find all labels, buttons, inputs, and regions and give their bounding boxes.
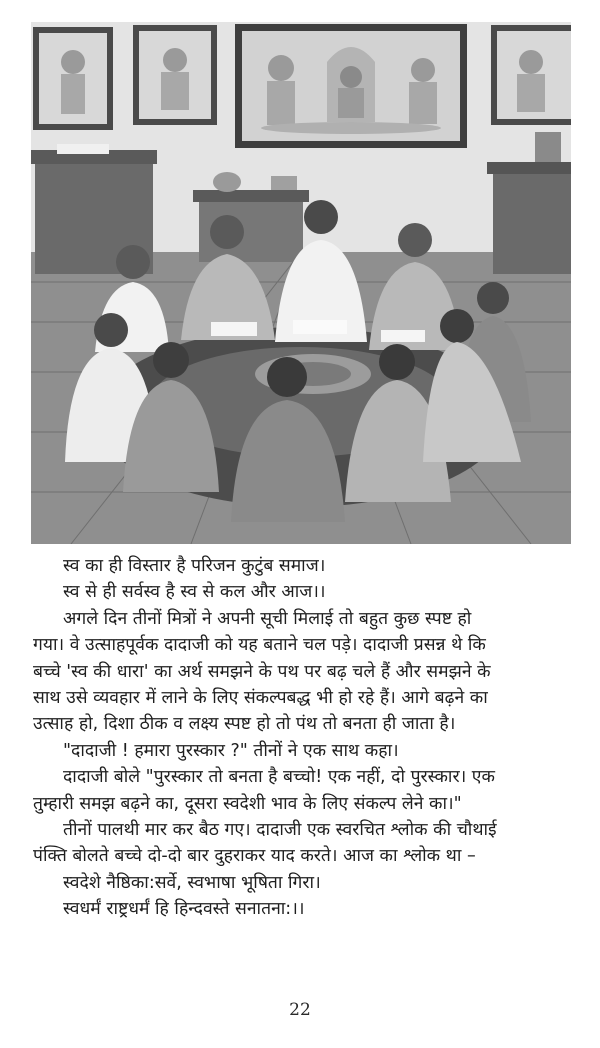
paragraph-line: तुम्हारी समझ बढ़ने का, दूसरा स्वदेशी भाव के लिए संकल्प लेने का।" <box>33 793 462 814</box>
illustration-family-reading-circle <box>31 22 571 544</box>
shloka-line: स्वधर्मं राष्ट्रधर्मं हि हिन्दवस्ते सनातना:।। <box>63 899 305 920</box>
paragraph-line: अगले दिन तीनों मित्रों ने अपनी सूची मिलाई तो बहुत कुछ स्पष्ट हो <box>63 608 472 629</box>
paragraph-line: बच्चे 'स्व की धारा' का अर्थ समझने के पथ पर बढ़ चले हैं और समझने के <box>33 661 491 682</box>
paragraph-line: तीनों पालथी मार कर बैठ गए। दादाजी एक स्वरचित श्लोक की चौथाई <box>63 819 497 840</box>
framed-picture <box>491 25 571 125</box>
framed-picture-large <box>235 24 467 148</box>
dialogue-line: "दादाजी ! हमारा पुरस्कार ?" तीनों ने एक साथ कहा। <box>63 740 399 761</box>
shloka-line: स्वदेशे नैष्ठिका:सर्वे, स्वभाषा भूषिता गिरा। <box>63 872 321 893</box>
paragraph-line: गया। वे उत्साहपूर्वक दादाजी को यह बताने चल पड़े। दादाजी प्रसन्न थे कि <box>33 635 486 656</box>
framed-picture <box>33 27 113 130</box>
paragraph-line: साथ उसे व्यवहार में लाने के लिए संकल्पबद्ध भी हो रहे हैं। आगे बढ़ने का <box>33 687 488 708</box>
paragraph-line: उत्साह हो, दिशा ठीक व लक्ष्य स्पष्ट हो तो पंथ तो बनता ही जाता है। <box>33 714 456 735</box>
page-text <box>33 553 588 922</box>
framed-picture <box>133 25 217 125</box>
verse-line: स्व का ही विस्तार है परिजन कुटुंब समाज। <box>63 556 326 576</box>
page-number: 22 <box>289 1000 311 1020</box>
paragraph-line: दादाजी बोले "पुरस्कार तो बनता है बच्चो! एक नहीं, दो पुरस्कार। एक <box>63 767 495 788</box>
paragraph-line: पंक्ति बोलते बच्चे दो-दो बार दुहराकर याद करते। आज का श्लोक था – <box>33 846 476 867</box>
verse-line: स्व से ही सर्वस्व है स्व से कल और आज।। <box>63 582 326 603</box>
